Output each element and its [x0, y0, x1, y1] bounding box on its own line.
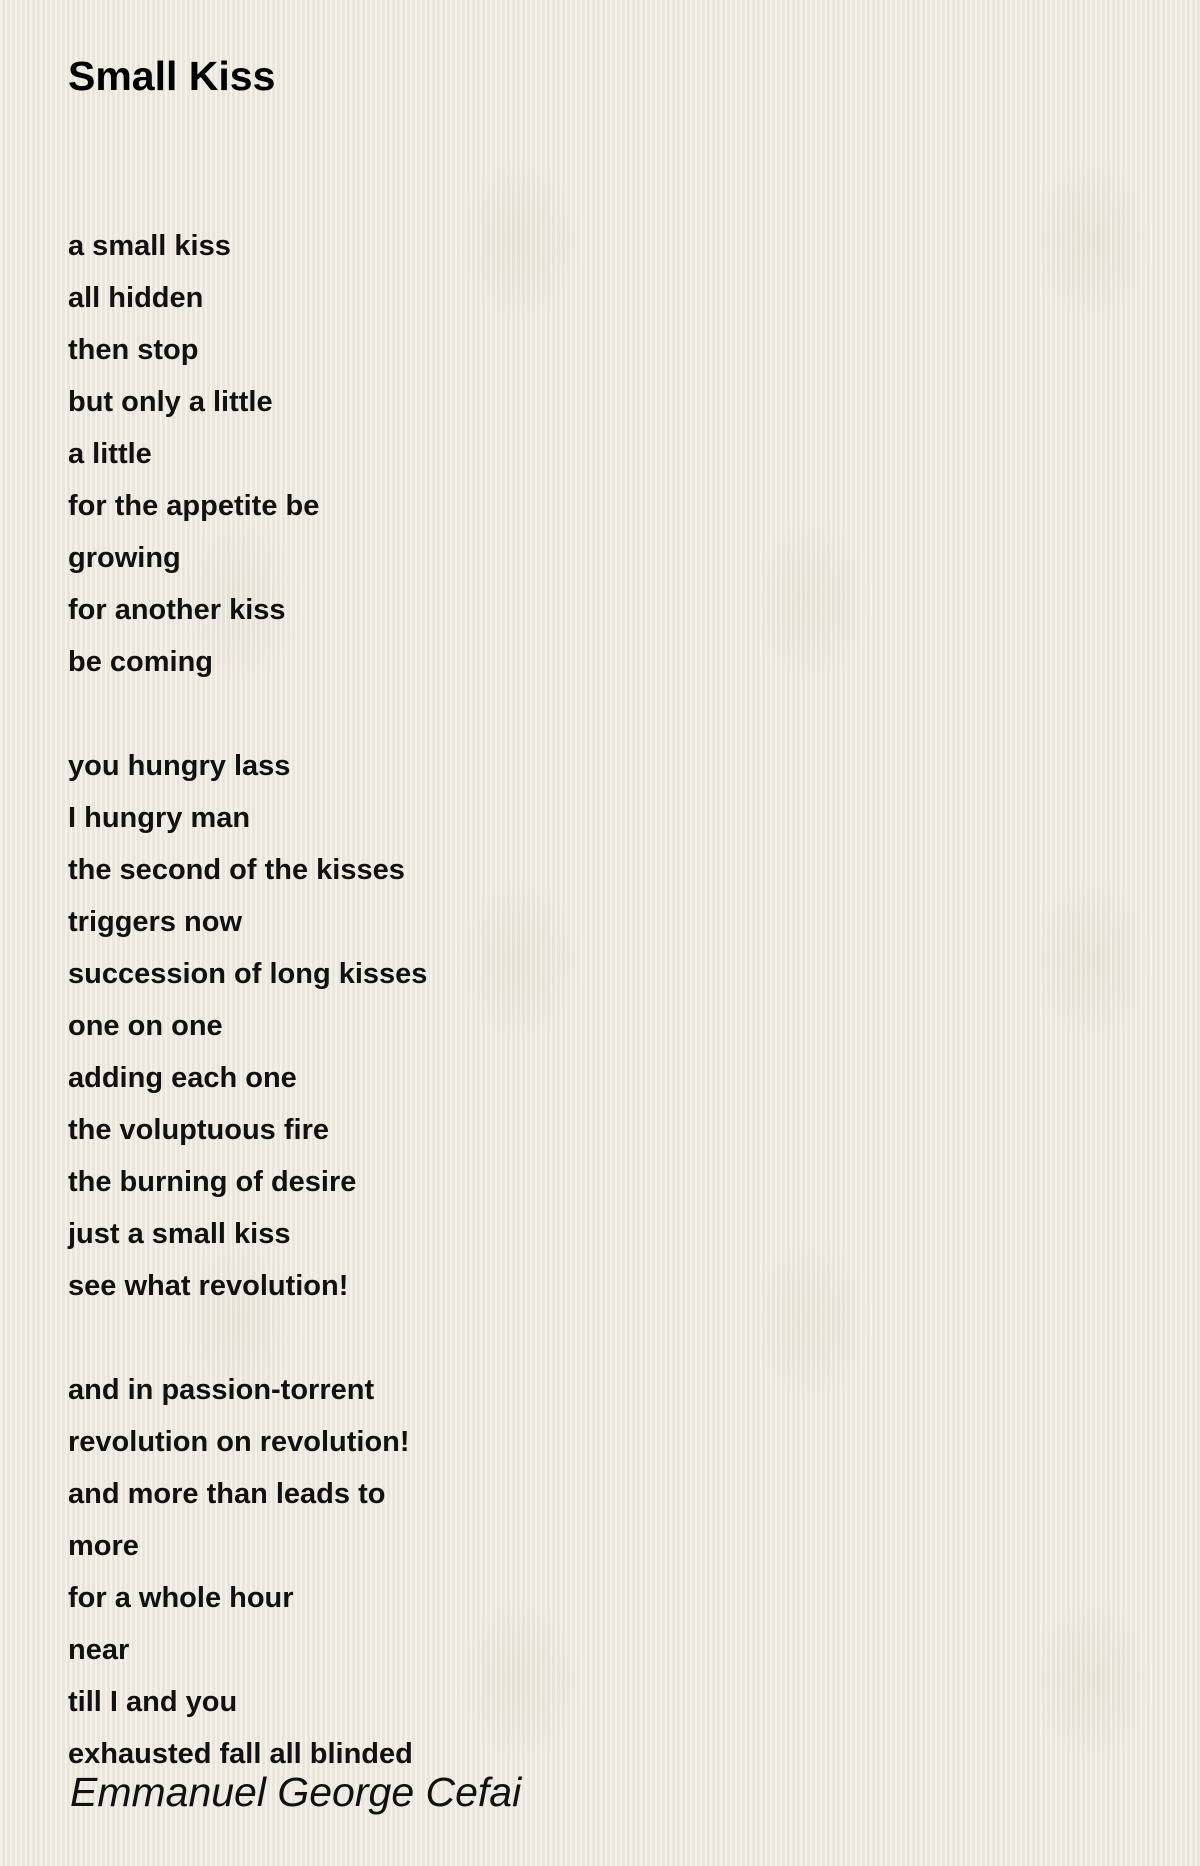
poem-line: see what revolution! — [68, 1270, 349, 1302]
poem-body — [68, 220, 427, 1832]
poem-card — [68, 46, 1128, 1770]
poem-line: for a whole hour — [68, 1582, 294, 1614]
poem-line: I hungry man — [68, 802, 251, 834]
poem-line: a small kiss — [68, 230, 231, 262]
poem-line: but only a little — [68, 386, 273, 418]
poem-line: near — [68, 1634, 130, 1666]
poem-line: one on one — [68, 1010, 223, 1042]
poem-line: and more than leads to — [68, 1478, 386, 1510]
stanza-2 — [68, 740, 427, 1312]
poem-line: for another kiss — [68, 594, 286, 626]
stanza-1 — [68, 220, 427, 688]
poem-line: all hidden — [68, 282, 204, 314]
poem-line: just a small kiss — [68, 1218, 291, 1250]
poem-line: be coming — [68, 646, 214, 678]
poem-line: till I and you — [68, 1686, 238, 1718]
poem-line: revolution on revolution! — [68, 1426, 410, 1458]
poem-line: the voluptuous fire — [68, 1114, 329, 1146]
poem-line: a little — [68, 438, 152, 470]
poem-line: and in passion-torrent — [68, 1374, 375, 1406]
poem-line: the burning of desire — [68, 1166, 357, 1198]
poem-line: triggers now — [68, 906, 243, 938]
poem-line: exhausted fall all blinded — [68, 1738, 413, 1770]
poem-line: then stop — [68, 334, 199, 366]
poem-line: succession of long kisses — [68, 958, 428, 990]
poem-line: the second of the kisses — [68, 854, 405, 886]
poem-line: adding each one — [68, 1062, 297, 1094]
poem-line: you hungry lass — [68, 750, 291, 782]
poem-line: more — [68, 1530, 139, 1562]
poem-line: for the appetite be — [68, 490, 320, 522]
poem-title: Small Kiss — [68, 53, 276, 99]
stanza-3 — [68, 1364, 427, 1780]
poem-author: Emmanuel George Cefai — [70, 1769, 522, 1815]
poem-line: growing — [68, 542, 181, 574]
